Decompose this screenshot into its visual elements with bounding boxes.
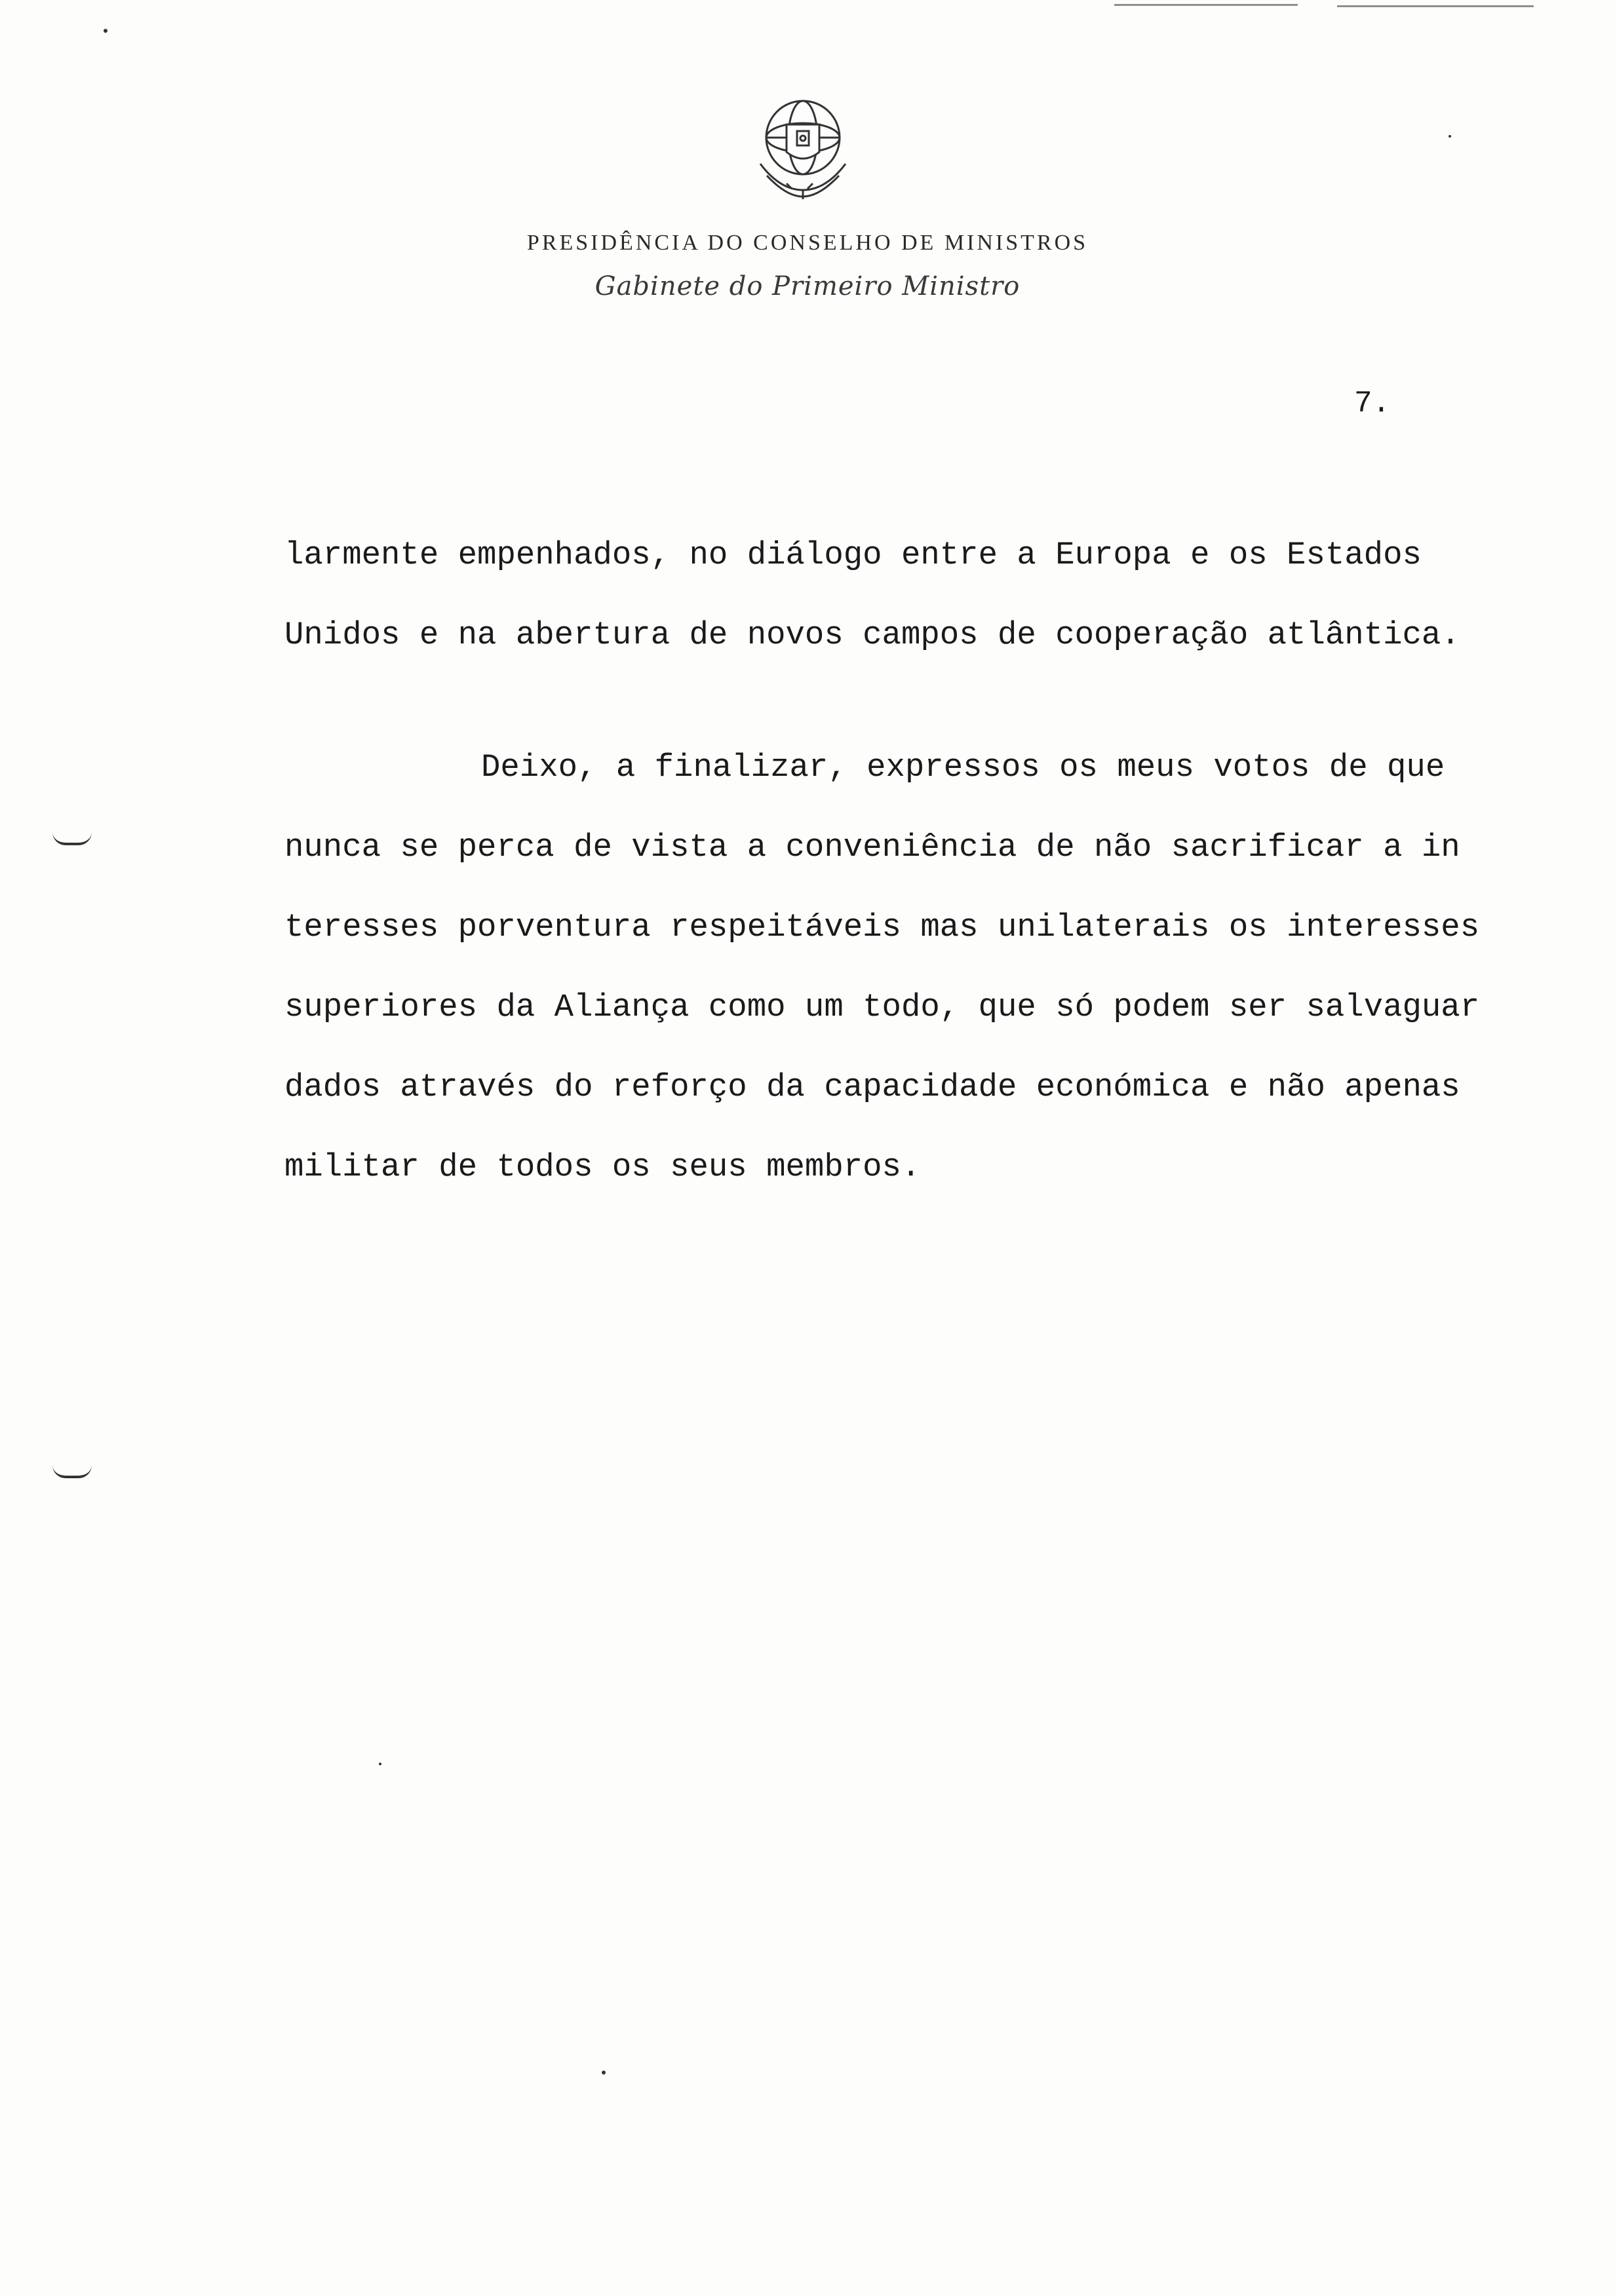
text-line: superiores da Aliança como um todo, que só podem ser salvaguar — [284, 989, 1480, 1025]
scan-speck — [602, 2071, 606, 2075]
punch-hole-mark — [52, 1465, 92, 1478]
scan-speck — [1449, 135, 1451, 138]
page-number: 7. — [1354, 387, 1391, 421]
body-text — [284, 515, 1530, 1207]
letterhead-title: PRESIDÊNCIA DO CONSELHO DE MINISTROS — [526, 231, 1089, 255]
text-line: militar de todos os seus membros. — [284, 1149, 921, 1185]
scan-speck — [379, 1763, 381, 1765]
letterhead-subtitle: Gabinete do Primeiro Ministro — [594, 271, 1021, 301]
scan-line — [1114, 4, 1298, 6]
text-line: nunca se perca de vista a conveniência de não sacrificar a in — [284, 829, 1460, 866]
scan-line — [1337, 5, 1534, 7]
scan-speck — [104, 29, 107, 33]
text-line: teresses porventura respeitáveis mas unilaterais os interesses — [284, 909, 1480, 946]
punch-hole-mark — [52, 832, 92, 845]
text-line: larmente empenhados, no diálogo entre a Europa e os Estados — [284, 537, 1422, 573]
text-line: Deixo, a finalizar, expressos os meus votos de que — [481, 749, 1445, 786]
text-line: dados através do reforço da capacidade económica e não apenas — [284, 1069, 1460, 1105]
text-line: Unidos e na abertura de novos campos de cooperação atlântica. — [284, 617, 1460, 653]
coat-of-arms-icon — [741, 92, 865, 210]
